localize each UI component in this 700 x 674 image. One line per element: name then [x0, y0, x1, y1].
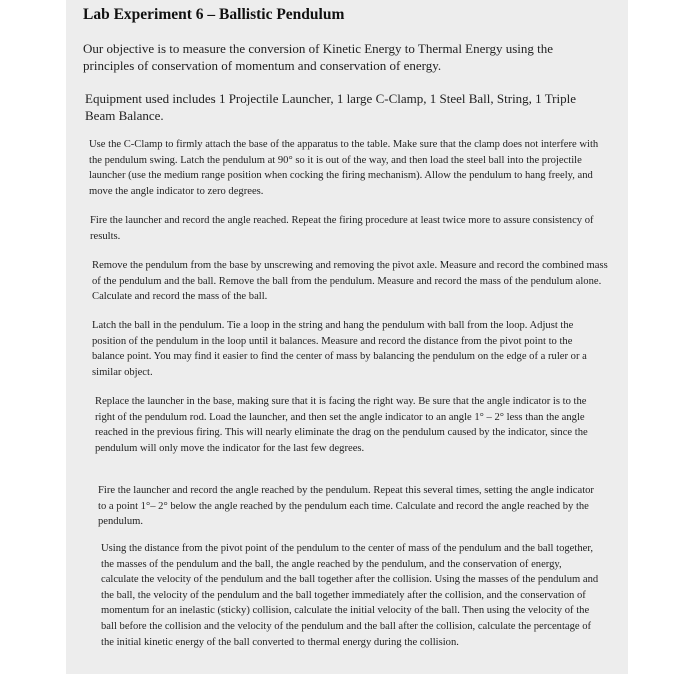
- second-firing-paragraph: Fire the launcher and record the angle reached by the pendulum. Repeat this several times, setting the angle indicator to a point 1°– 2° below the angle reached by the pendulum each time. Calculate and record the angle reached by the pendulum.: [98, 485, 594, 528]
- calculation-paragraph: Using the distance from the pivot point of the pendulum to the center of mass of the pendulum and the ball together, the masses of the pendulum and the ball, the angle reached by the pendulum, and the conservation of energy, calculate the velocity of the pendulum and the ball together after the collision. Using the masses of the pendulum and the ball, the velocity of the pendulum and the ball together immediately after the collision, and the conservation of momentum for an inelastic (sticky) collision, calculate the initial velocity of the ball. Then using the velocity of the ball before the collision and the velocity of the pendulum and the ball after the collision, calculate the percentage of the initial kinetic energy of the ball converted to thermal energy during the collision.: [101, 543, 599, 648]
- center-of-mass-paragraph: Latch the ball in the pendulum. Tie a loop in the string and hang the pendulum with ball from the loop. Adjust the position of the pendulum in the loop until it balances. Measure and record the distance from the pivot point to the balance point. You may find it easier to find the center of mass by balancing the pendulum on the edge of a ruler or a similar object.: [92, 320, 587, 378]
- setup-paragraph: Use the C-Clamp to firmly attach the base of the apparatus to the table. Make sure that the clamp does not interfere with the pendulum swing. Latch the pendulum at 90° so it is out of the way, and then load the steel ball into the projectile launcher (use the medium range position when cocking the firing mechanism). Allow the pendulum to hang freely, and move the angle indicator to zero degrees.: [89, 139, 599, 197]
- document-title: Lab Experiment 6 – Ballistic Pendulum: [83, 6, 345, 23]
- first-firing-paragraph: Fire the launcher and record the angle reached. Repeat the firing procedure at least twice more to assure consistency of results.: [90, 215, 594, 242]
- equipment-paragraph: Equipment used includes 1 Projectile Launcher, 1 large C-Clamp, 1 Steel Ball, String, 1 Triple Beam Balance.: [85, 91, 576, 123]
- mass-measurement-paragraph: Remove the pendulum from the base by unscrewing and removing the pivot axle. Measure and record the combined mass of the pendulum and the ball. Remove the ball from the pendulum. Measure and record the mass of the pendulum alone. Calculate and record the mass of the ball.: [92, 260, 608, 303]
- replace-launcher-paragraph: Replace the launcher in the base, making sure that it is facing the right way. Be sure that the angle indicator is to the right of the pendulum rod. Load the launcher, and then set the angle indicator to an angle 1° – 2° less than the angle reached in the previous firing. This will nearly eliminate the drag on the pendulum caused by the indicator, since the pendulum will only move the indicator for the last few degrees.: [95, 396, 588, 454]
- objective-paragraph: Our objective is to measure the conversion of Kinetic Energy to Thermal Energy using the principles of conservation of momentum and conservation of energy.: [83, 41, 554, 73]
